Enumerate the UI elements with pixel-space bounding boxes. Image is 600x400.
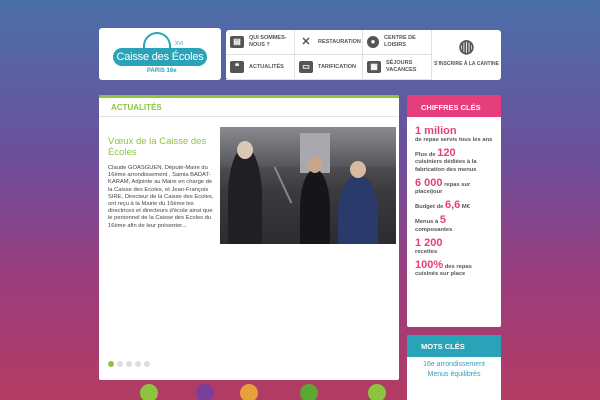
carousel-dot[interactable] xyxy=(108,361,114,367)
vegetable-icon xyxy=(368,384,386,400)
payment-icon: ▭ xyxy=(299,61,313,73)
speech-bubble-icon: ❝ xyxy=(230,61,244,73)
keywords-heading: MOTS CLÉS xyxy=(407,335,501,357)
site-logo[interactable] xyxy=(99,28,221,80)
news-panel xyxy=(99,95,399,380)
main-nav xyxy=(226,30,501,80)
photo-person xyxy=(228,147,262,244)
nav-label: TARIFICATION xyxy=(318,63,356,70)
team-icon: ▤ xyxy=(230,36,244,48)
stat-value: 100% xyxy=(415,259,444,272)
vegetable-icon xyxy=(196,384,214,400)
logo-name: Caisse des Écoles xyxy=(113,48,207,66)
news-photo[interactable] xyxy=(220,127,396,244)
stat-item xyxy=(407,125,501,144)
logo-subtitle: PARIS 16e xyxy=(147,68,177,74)
keyword-link[interactable]: 16e arrondissement xyxy=(423,361,485,368)
stat-value: 6,6 xyxy=(444,199,461,212)
logo-kicker: XVI xyxy=(175,41,184,47)
nav-label: SÉJOURS VACANCES xyxy=(386,60,417,73)
photo-person xyxy=(300,169,330,244)
photo-face xyxy=(308,157,322,173)
carousel-dot[interactable] xyxy=(117,361,123,367)
stat-caption: des repas cuisinés sur place xyxy=(415,264,472,278)
keywords-panel xyxy=(407,335,501,400)
stat-item xyxy=(407,259,501,278)
keyword-link[interactable]: Menus équilibrés xyxy=(427,371,481,378)
key-figures-heading: CHIFFRES CLÉS xyxy=(407,95,501,117)
photo-face xyxy=(350,161,366,178)
stat-caption: composantes xyxy=(415,226,453,233)
nav-item-qui-sommes-nous[interactable] xyxy=(226,30,295,55)
stat-item xyxy=(407,237,501,256)
stat-prefix: Plus de xyxy=(415,152,436,159)
stat-prefix: Menus à xyxy=(415,219,439,226)
news-excerpt: Claude GOASGUEN, Député-Maire du 16ème arrondissement , Samia BADAT-KARAM, Adjointe au Maire en charge de la Caisse des Ecoles, et Jean-François SIRE, Directeur de la Caisse des Ecoles, ont reçu à la Mairie du 16ème les directrices et directeurs d'école ainsi que le personnel de la Caisse des Ecoles du 16ème afin de leur présenter... xyxy=(108,165,214,229)
stat-item xyxy=(407,214,501,233)
news-title[interactable]: Vœux de la Caisse des Écoles xyxy=(108,136,207,158)
carousel-dot[interactable] xyxy=(135,361,141,367)
news-heading: ACTUALITÉS xyxy=(99,95,399,117)
stat-item xyxy=(407,177,501,196)
stat-caption: recettes xyxy=(415,248,438,255)
stat-value: 120 xyxy=(437,147,456,160)
cantine-label: S'INSCRIRE À LA CANTINE xyxy=(434,61,499,67)
inscription-cantine-button[interactable] xyxy=(432,30,501,80)
luggage-icon: ▦ xyxy=(367,61,381,73)
stat-item xyxy=(407,199,501,211)
nav-item-restauration[interactable] xyxy=(295,30,363,55)
nav-item-tarification[interactable] xyxy=(295,55,363,80)
carousel-dots xyxy=(108,361,150,367)
nav-label: RESTAURATION xyxy=(318,38,361,45)
nav-item-actualites[interactable] xyxy=(226,55,295,80)
stat-caption: de repas servis tous les ans xyxy=(415,137,493,143)
nav-label: ACTUALITÉS xyxy=(249,63,284,70)
nav-item-centre-de-loisirs[interactable] xyxy=(363,30,432,55)
nav-item-sejours-vacances[interactable] xyxy=(363,55,432,80)
stat-caption: cuisiniers dédiées à la fabrication des menus xyxy=(415,159,477,173)
stat-value: 5 xyxy=(439,214,446,227)
carousel-dot[interactable] xyxy=(126,361,132,367)
stat-item xyxy=(407,147,501,174)
plate-icon: ◍ xyxy=(458,36,475,56)
stat-value: 1 200 xyxy=(415,236,443,249)
carousel-dot[interactable] xyxy=(144,361,150,367)
ball-icon: ● xyxy=(367,36,379,48)
stat-value: 1 milion xyxy=(415,125,457,137)
vegetable-icon xyxy=(240,384,258,400)
stat-caption: M€ xyxy=(461,204,470,211)
photo-face xyxy=(237,141,253,159)
photo-person xyxy=(338,175,378,244)
nav-label: QUI SOMMES-NOUS ? xyxy=(249,35,287,48)
fork-knife-icon: ✕ xyxy=(301,36,311,48)
stat-value: 6 000 xyxy=(415,176,443,189)
stat-prefix: Budget de xyxy=(415,204,444,211)
key-figures-panel xyxy=(407,95,501,327)
nav-label: CENTRE DE LOISIRS xyxy=(384,35,416,48)
stat-caption: repas sur place/jour xyxy=(415,181,471,196)
vegetable-icon xyxy=(140,384,158,400)
vegetable-icon xyxy=(300,384,318,400)
microphone-stand xyxy=(274,166,293,203)
